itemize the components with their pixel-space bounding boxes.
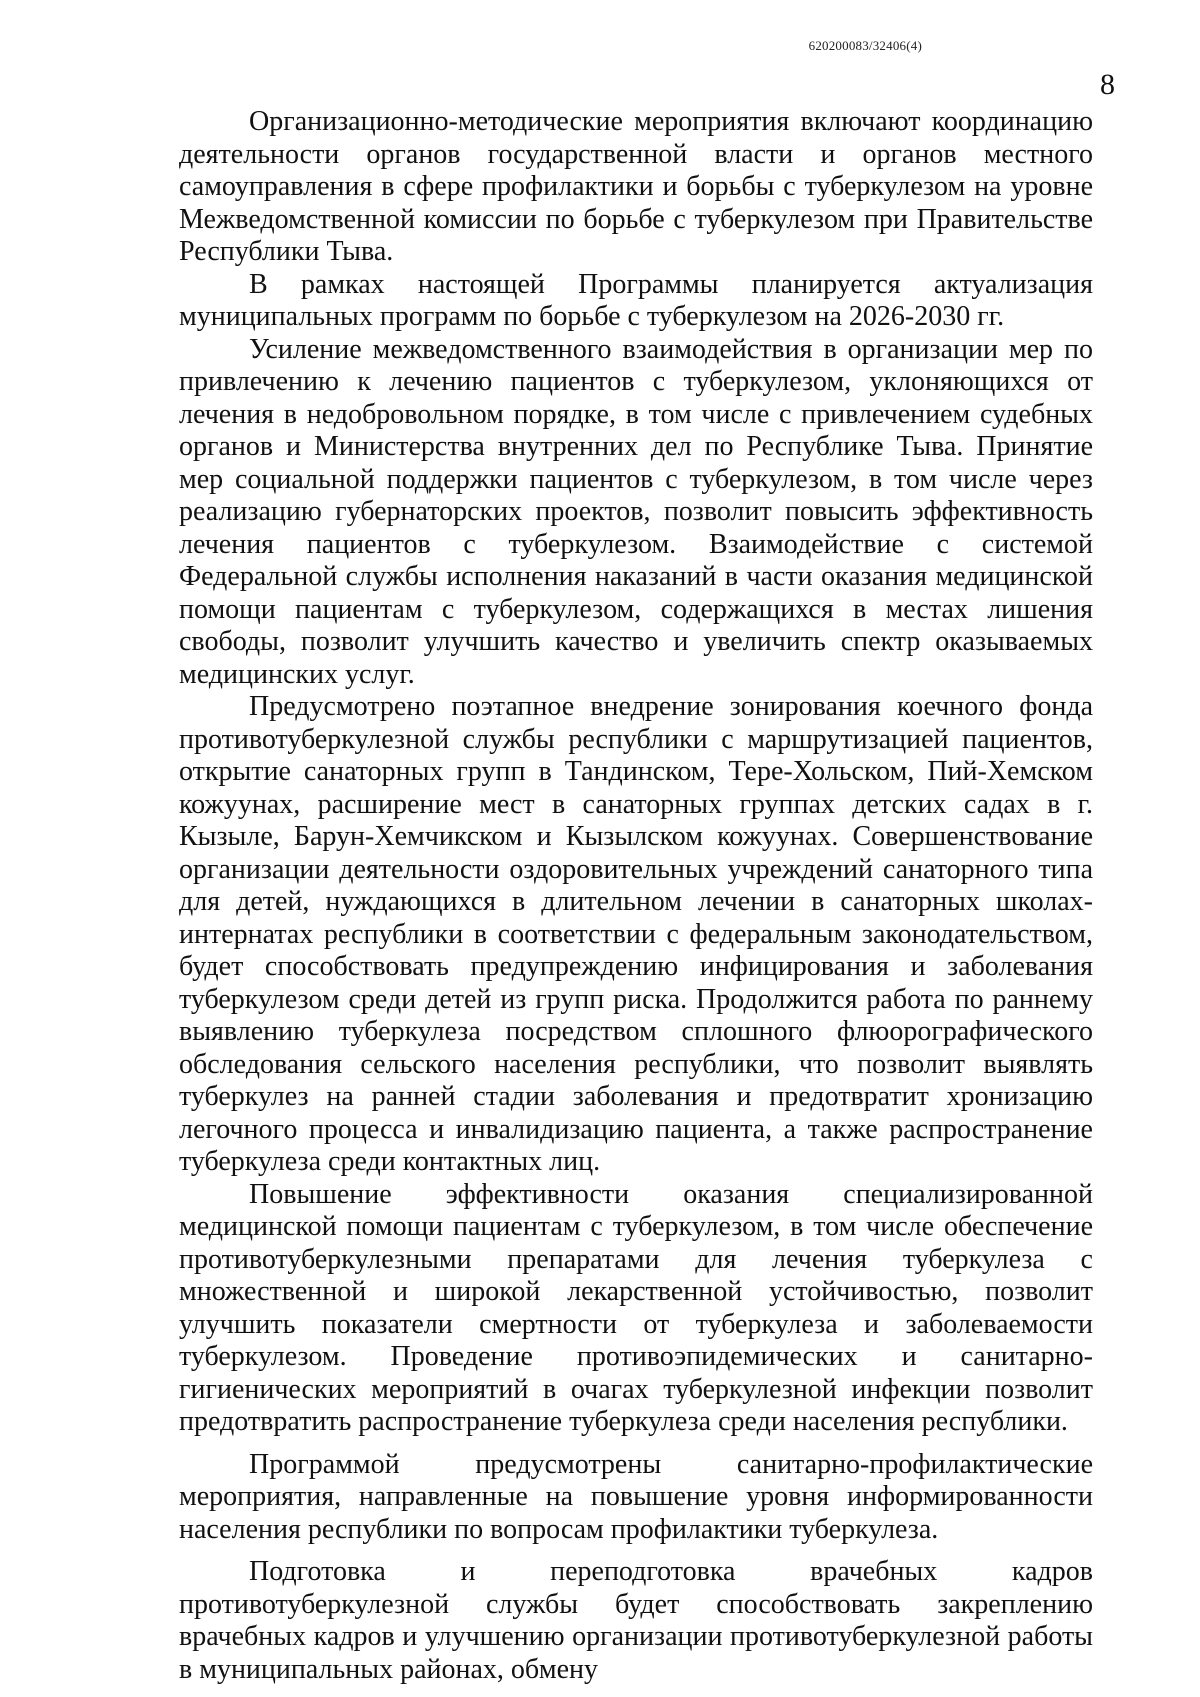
- paragraph-coordination: Организационно-методические мероприятия включают координацию деятельности органов государственной власти и органов местного самоуправления в сфере профилактики и борьбы с туберкулезом на уровне Межведомственной комиссии по борьбе с туберкулезом при Правительстве Республики Тыва.: [179, 106, 1093, 267]
- paragraph-staff-training: Подготовка и переподготовка врачебных кадров противотуберкулезной службы будет способствовать закреплению врачебных кадров и улучшению организации противотуберкулезной работы в муниципальных районах, обмену: [179, 1556, 1093, 1685]
- document-body: [179, 106, 1093, 1686]
- document-id: 620200083/32406(4): [808, 38, 922, 53]
- paragraph-interagency: Усиление межведомственного взаимодействия в организации мер по привлечению к лечению пациентов с туберкулезом, уклоняющихся от лечения в недобровольном порядке, в том числе с привлечением судебных органов и Министерства внутренних дел по Республике Тыва. Принятие мер социальной поддержки пациентов с туберкулезом, в том числе через реализацию губернаторских проектов, позволит повысить эффективность лечения пациентов с туберкулезом. Взаимодействие с системой Федеральной службы исполнения наказаний в части оказания медицинской помощи пациентам с туберкулезом, содержащихся в местах лишения свободы, позволит улучшить качество и увеличить спектр оказываемых медицинских услуг.: [179, 333, 1093, 690]
- paragraph-specialized-care: Повышение эффективности оказания специализированной медицинской помощи пациентам с туберкулезом, в том числе обеспечение противотуберкулезными препаратами для лечения туберкулеза с множественной и широкой лекарственной устойчивостью, позволит улучшить показатели смертности от туберкулеза и заболеваемости туберкулезом. Проведение противоэпидемических и санитарно-гигиенических мероприятий в очагах туберкулезной инфекции позволит предотвратить распространение туберкулеза среди населения республики.: [179, 1178, 1093, 1437]
- paragraph-prevention: Программой предусмотрены санитарно-профилактические мероприятия, направленные на повышение уровня информированности населения республики по вопросам профилактики туберкулеза.: [179, 1448, 1093, 1545]
- page-number: 8: [1100, 68, 1115, 101]
- paragraph-zoning: Предусмотрено поэтапное внедрение зонирования коечного фонда противотуберкулезной службы республики с маршрутизацией пациентов, открытие санаторных групп в Тандинском, Тере-Хольском, Пий-Хемском кожуунах, расширение мест в санаторных группах детских садах в г. Кызыле, Барун-Хемчикском и Кызылском кожуунах. Совершенствование организации деятельности оздоровительных учреждений санаторного типа для детей, нуждающихся в длительном лечении в санаторных школах-интернатах республики в соответствии с федеральным законодательством, будет способствовать предупреждению инфицирования и заболевания туберкулезом среди детей из групп риска. Продолжится работа по раннему выявлению туберкулеза посредством сплошного флюорографического обследования сельского населения республики, что позволит выявлять туберкулез на ранней стадии заболевания и предотвратит хронизацию легочного процесса и инвалидизацию пациента, а также распространение туберкулеза среди контактных лиц.: [179, 691, 1093, 1177]
- paragraph-municipal-programs: В рамках настоящей Программы планируется актуализация муниципальных программ по борьбе с туберкулезом на 2026-2030 гг.: [179, 268, 1093, 332]
